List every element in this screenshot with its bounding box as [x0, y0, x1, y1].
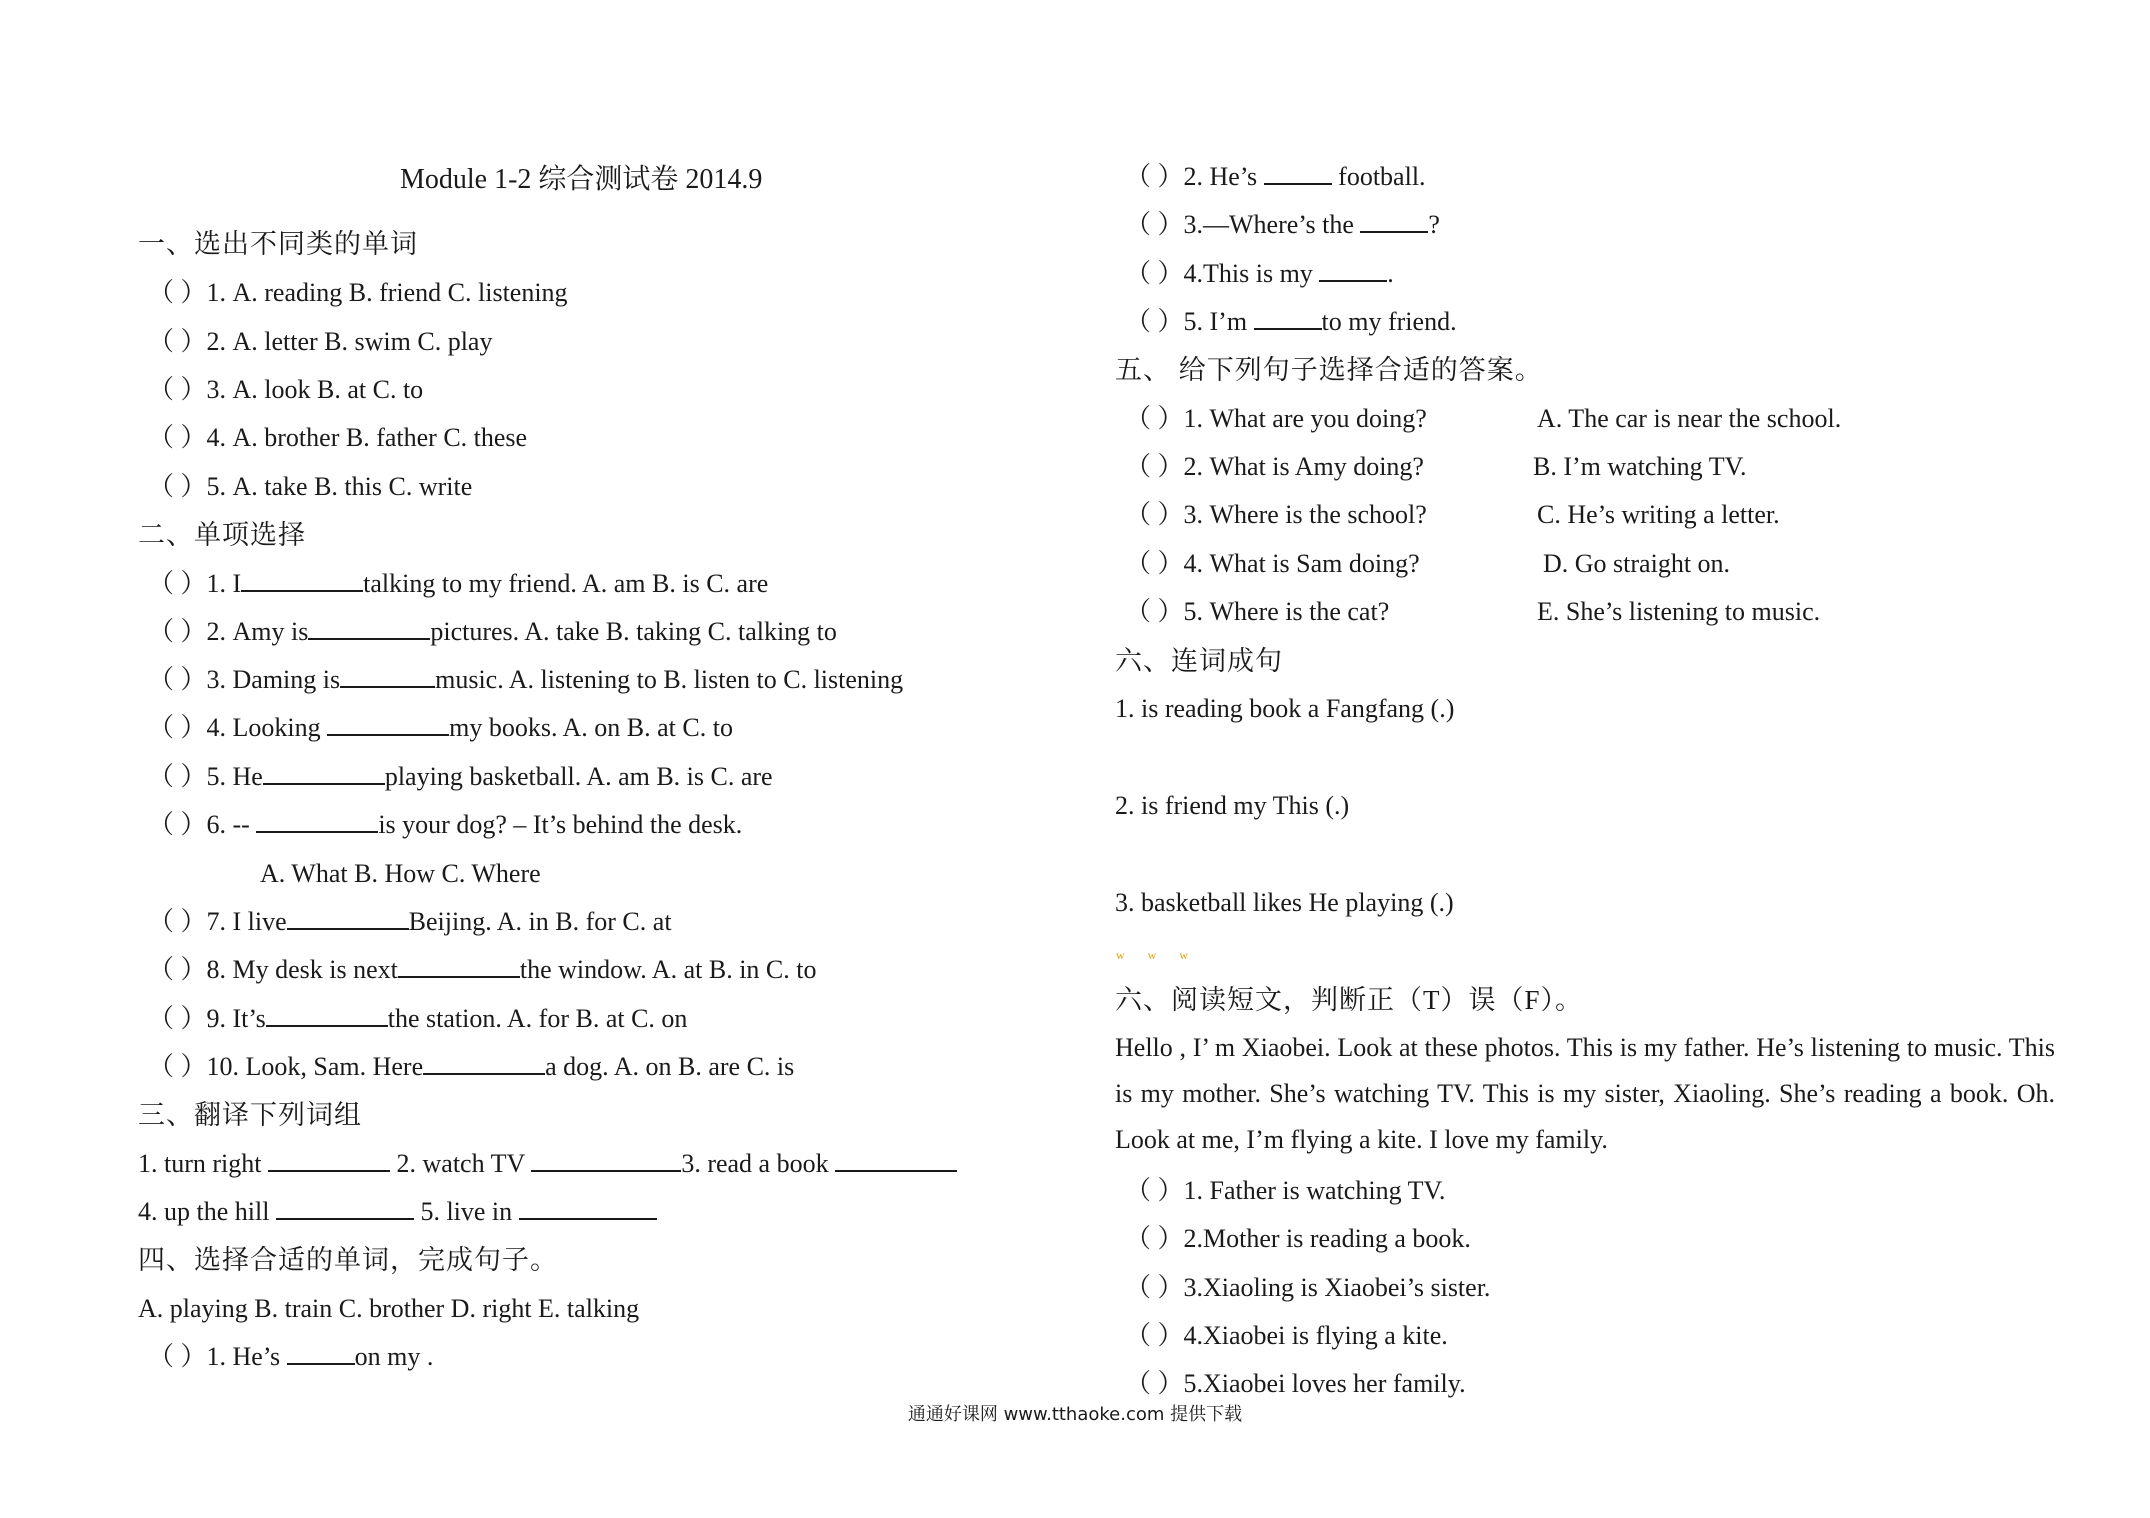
- s2-item-6: （ ）6. -- is your dog? – It’s behind the desk.: [148, 810, 743, 839]
- answer-blank[interactable]: [263, 761, 385, 785]
- s5-answer-d: D. Go straight on.: [1543, 549, 1731, 578]
- s5-question-3: （ ）3. Where is the school?: [1125, 500, 1427, 529]
- s4-item-2: （ ）2. He’s football.: [1125, 162, 1426, 191]
- s1-item-2: （ ）2. A. letter B. swim C. play: [148, 327, 493, 356]
- s1-item-4: （ ）4. A. brother B. father C. these: [148, 423, 528, 452]
- answer-blank[interactable]: [1360, 209, 1428, 233]
- answer-blank[interactable]: [398, 954, 520, 978]
- s4-item-4: （ ）4.This is my .: [1125, 259, 1394, 288]
- s7-item-1: （ ）1. Father is watching TV.: [1125, 1176, 1446, 1205]
- s4-item-1: （ ）1. He’s on my .: [148, 1342, 434, 1371]
- section-3-heading: 三、翻译下列词组: [138, 1100, 362, 1130]
- s4-options: A. playing B. train C. brother D. right E. talking: [138, 1294, 640, 1323]
- s7-item-2: （ ）2.Mother is reading a book.: [1125, 1224, 1471, 1253]
- s5-answer-b: B. I’m watching TV.: [1533, 452, 1747, 481]
- answer-blank[interactable]: [531, 1148, 681, 1172]
- s2-item-10: （ ）10. Look, Sam. Here a dog. A. on B. are C. is: [148, 1052, 795, 1081]
- answer-blank[interactable]: [327, 712, 449, 736]
- answer-blank[interactable]: [266, 1003, 388, 1027]
- section-1-heading: 一、选出不同类的单词: [138, 229, 418, 259]
- s2-item-2: （ ）2. Amy is pictures. A. take B. taking C. talking to: [148, 617, 837, 646]
- s6-item-1: 1. is reading book a Fangfang (.): [1115, 694, 1455, 723]
- s5-answer-c: C. He’s writing a letter.: [1537, 500, 1780, 529]
- answer-blank[interactable]: [423, 1051, 545, 1075]
- section-2-heading: 二、单项选择: [138, 520, 306, 550]
- watermark-text: w w w: [1116, 948, 1198, 962]
- s2-item-4: （ ）4. Looking my books. A. on B. at C. to: [148, 713, 733, 742]
- s3-row-1: 1. turn right 2. watch TV 3. read a book: [138, 1147, 957, 1181]
- s1-item-1: （ ）1. A. reading B. friend C. listening: [148, 278, 568, 307]
- s2-item-3: （ ）3. Daming is music. A. listening to B. listen to C. listening: [148, 665, 904, 694]
- s4-item-5: （ ）5. I’m to my friend.: [1125, 307, 1457, 336]
- s6-item-2: 2. is friend my This (.): [1115, 791, 1350, 820]
- answer-blank[interactable]: [519, 1196, 657, 1220]
- s5-answer-a: A. The car is near the school.: [1537, 404, 1842, 433]
- s5-question-4: （ ）4. What is Sam doing?: [1125, 549, 1420, 578]
- s2-item-9: （ ）9. It’s the station. A. for B. at C. on: [148, 1004, 688, 1033]
- answer-blank[interactable]: [835, 1148, 957, 1172]
- s1-item-3: （ ）3. A. look B. at C. to: [148, 375, 424, 404]
- s7-item-3: （ ）3.Xiaoling is Xiaobei’s sister.: [1125, 1273, 1491, 1302]
- answer-blank[interactable]: [268, 1148, 390, 1172]
- answer-blank[interactable]: [276, 1196, 414, 1220]
- s2-item-5: （ ）5. He playing basketball. A. am B. is C. are: [148, 762, 773, 791]
- answer-blank[interactable]: [308, 616, 430, 640]
- s2-item-8: （ ）8. My desk is next the window. A. at B. in C. to: [148, 955, 817, 984]
- s5-answer-e: E. She’s listening to music.: [1537, 597, 1821, 626]
- s5-question-5: （ ）5. Where is the cat?: [1125, 597, 1390, 626]
- s4-item-3: （ ）3.—Where’s the ?: [1125, 210, 1440, 239]
- s2-item-1: （ ）1. I talking to my friend. A. am B. is C. are: [148, 569, 769, 598]
- answer-blank[interactable]: [287, 1341, 355, 1365]
- section-5-heading: 五、 给下列句子选择合适的答案。: [1115, 355, 1543, 385]
- answer-blank[interactable]: [287, 906, 409, 930]
- s7-item-4: （ ）4.Xiaobei is flying a kite.: [1125, 1321, 1448, 1350]
- s5-question-1: （ ）1. What are you doing?: [1125, 404, 1427, 433]
- page-title: Module 1-2 综合测试卷 2014.9: [400, 164, 763, 195]
- s1-item-5: （ ）5. A. take B. this C. write: [148, 472, 473, 501]
- s3-row-2: 4. up the hill 5. live in: [138, 1195, 657, 1229]
- section-7-heading: 六、阅读短文，判断正（T）误（F）。: [1115, 985, 1584, 1015]
- answer-blank[interactable]: [1264, 161, 1332, 185]
- answer-blank[interactable]: [256, 809, 378, 833]
- answer-blank[interactable]: [1319, 258, 1387, 282]
- footer-credit: 通通好课网 www.tthaoke.com 提供下载: [907, 1404, 1243, 1425]
- section-6-heading: 六、连词成句: [1115, 646, 1283, 676]
- s5-question-2: （ ）2. What is Amy doing?: [1125, 452, 1424, 481]
- section-4-heading: 四、选择合适的单词，完成句子。: [138, 1245, 558, 1275]
- answer-blank[interactable]: [1254, 306, 1322, 330]
- answer-blank[interactable]: [241, 568, 363, 592]
- s7-item-5: （ ）5.Xiaobei loves her family.: [1125, 1369, 1466, 1398]
- reading-passage: Hello , I’ m Xiaobei. Look at these photos. This is my father. He’s listening to music. This is my mother. She’s watching TV. This is my sister, Xiaoling. She’s reading a book. Oh. Look at me, I’m flying a kite. I love my family.: [1115, 1033, 2055, 1154]
- s2-item-6-options: A. What B. How C. Where: [260, 859, 541, 888]
- s2-item-7: （ ）7. I live Beijing. A. in B. for C. at: [148, 907, 672, 936]
- answer-blank[interactable]: [340, 664, 435, 688]
- s6-item-3: 3. basketball likes He playing (.): [1115, 888, 1454, 917]
